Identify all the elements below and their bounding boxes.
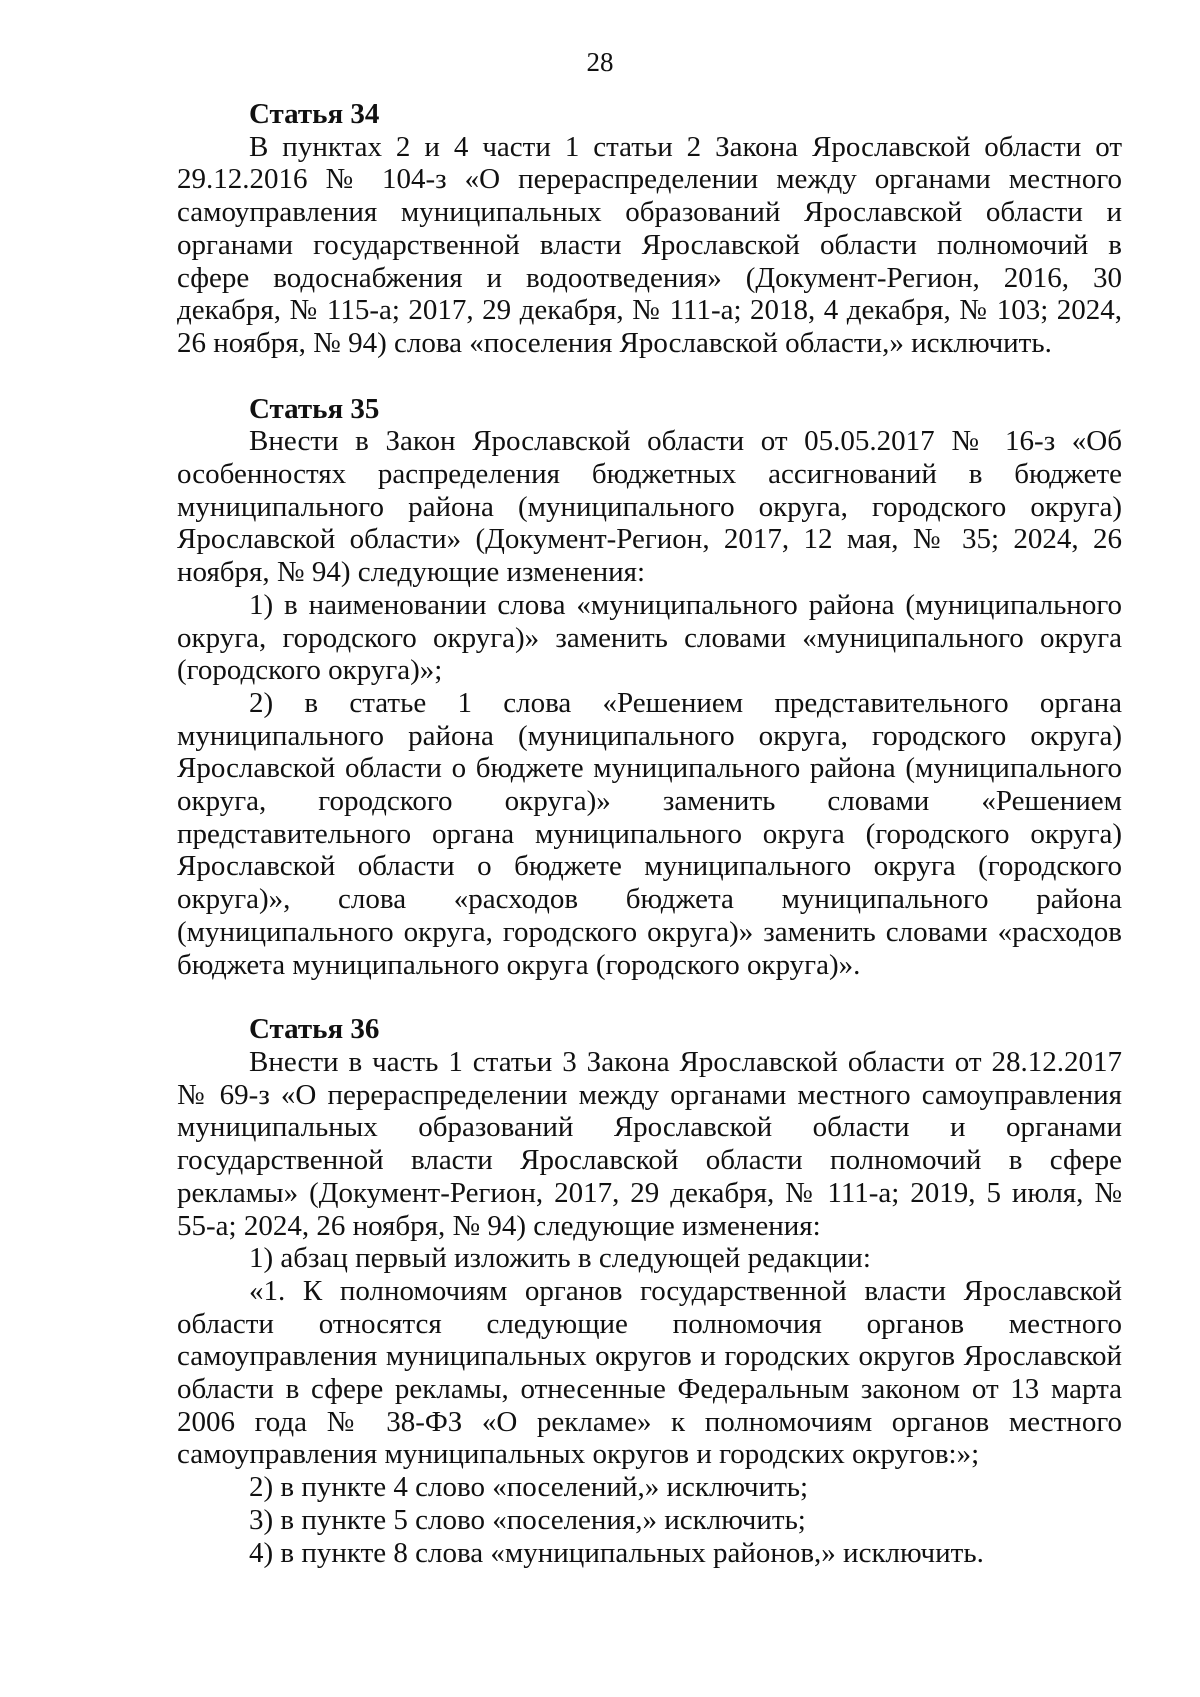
article-34	[177, 98, 1122, 360]
amendment-item-2: 2) в статье 1 слова «Решением представительного органа муниципального района (муниципального округа, городского округа) Ярославской области о бюджете муниципального района (муниципального округа, городского округа)» заменить словами «Решением представительного органа муниципального округа (городского округа) Ярославской области о бюджете муниципального округа (городского округа)», слова «расходов бюджета муниципального района (муниципального округа, городского округа)» заменить словами «расходов бюджета муниципального округа (городского округа)».	[177, 686, 1122, 981]
amendment-item-4: 4) в пункте 8 слова «муниципальных районов,» исключить.	[249, 1536, 984, 1569]
article-35	[177, 393, 1122, 982]
article-heading: Статья 35	[249, 392, 380, 425]
article-paragraph: В пунктах 2 и 4 части 1 статьи 2 Закона Ярославской области от 29.12.2016 № 104-з «О перераспределении между органами местного самоуправления муниципальных образований Ярославской области и органами государственной власти Ярославской области полномочий в сфере водоснабжения и водоотведения» (Документ-Регион, 2016, 30 декабря, № 115-а; 2017, 29 декабря, № 111-а; 2018, 4 декабря, № 103; 2024, 26 ноября, № 94) слова «поселения Ярославской области,» исключить.	[177, 130, 1122, 359]
article-heading: Статья 36	[249, 1013, 380, 1046]
article-36	[177, 1013, 1122, 1569]
article-paragraph: Внести в часть 1 статьи 3 Закона Ярославской области от 28.12.2017 № 69-з «О перераспределении между органами местного самоуправления муниципальных образований Ярославской области и органами государственной власти Ярославской области полномочий в сфере рекламы» (Документ-Регион, 2017, 29 декабря, № 111-а; 2019, 5 июля, № 55-а; 2024, 26 ноября, № 94) следующие изменения:	[177, 1045, 1122, 1242]
amendment-item-2: 2) в пункте 4 слово «поселений,» исключить;	[249, 1471, 809, 1504]
page-number: 28	[586, 47, 614, 77]
amendment-item-3: 3) в пункте 5 слово «поселения,» исключить;	[249, 1503, 806, 1536]
amendment-item-1: 1) в наименовании слова «муниципального района (муниципального округа, городского округа)» заменить словами «муниципального округа (городского округа)»;	[177, 588, 1122, 687]
spacer	[177, 360, 1122, 393]
document-body	[177, 98, 1122, 1569]
amendment-quote: «1. К полномочиям органов государственной власти Ярославской области относятся следующие полномочия органов местного самоуправления муниципальных округов и городских округов Ярославской области в сфере рекламы, отнесенные Федеральным законом от 13 марта 2006 года № 38-ФЗ «О рекламе» к полномочиям органов местного самоуправления муниципальных округов и городских округов:»;	[177, 1274, 1122, 1471]
amendment-item-1: 1) абзац первый изложить в следующей редакции:	[249, 1242, 871, 1275]
article-heading: Статья 34	[249, 98, 380, 130]
article-paragraph: Внести в Закон Ярославской области от 05.05.2017 № 16-з «Об особенностях распределения бюджетных ассигнований в бюджете муниципального района (муниципального округа, городского округа) Ярославской области» (Документ-Регион, 2017, 12 мая, № 35; 2024, 26 ноября, № 94) следующие изменения:	[177, 425, 1122, 589]
spacer	[177, 981, 1122, 1013]
